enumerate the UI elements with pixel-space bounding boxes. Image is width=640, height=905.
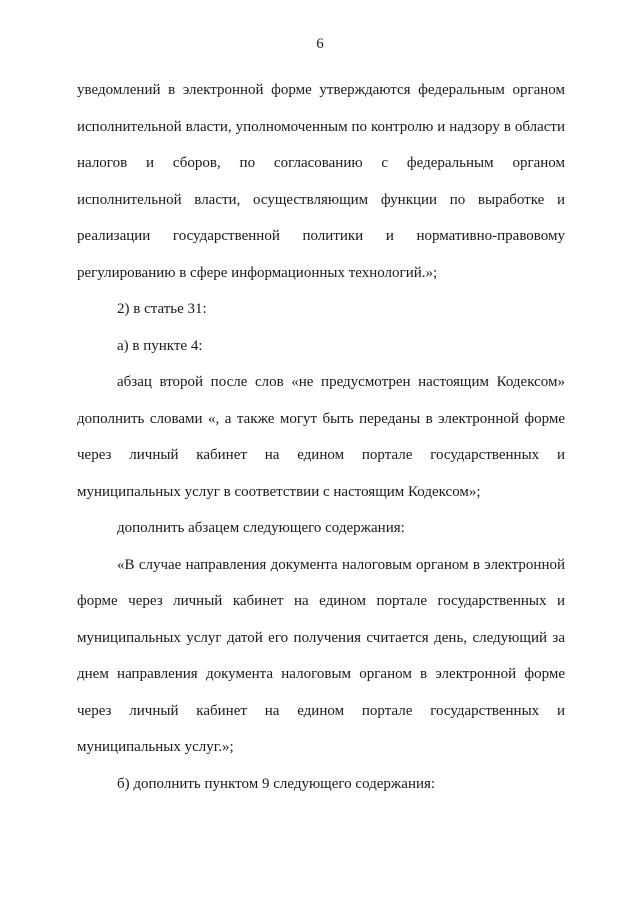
page-number: 6 [316,36,324,52]
paragraph-notification-forms: уведомлений в электронной форме утверждаются федеральным органом исполнительной власти, уполномоченным по контролю и надзору в области налогов и сборов, по согласованию с федеральным органом исполнительной власти, осуществляющим функции по выработке и реализации государственной политики и нормативно-правовому регулированию в сфере информационных технологий.»; [77,82,565,281]
document-body [77,72,565,802]
paragraph-second-abzac: абзац второй после слов «не предусмотрен настоящим Кодексом» дополнить словами «, а также могут быть переданы в электронной форме через личный кабинет на едином портале государственных и муниципальных услуг в соответствии с настоящим Кодексом»; [77,374,565,500]
paragraph-clause-9: б) дополнить пунктом 9 следующего содержания: [117,775,436,792]
paragraph-quoted-provision: «В случае направления документа налоговым органом в электронной форме через личный кабинет на едином портале государственных и муниципальных услуг датой его получения считается день, следующий за днем направления документа налоговым органом в электронной форме через личный кабинет на едином портале государственных и муниципальных услуг.»; [77,556,565,755]
paragraph-article-31: 2) в статье 31: [117,301,207,317]
paragraph-clause-4: а) в пункте 4: [117,337,203,354]
paragraph-add-abzac: дополнить абзацем следующего содержания: [117,520,405,536]
